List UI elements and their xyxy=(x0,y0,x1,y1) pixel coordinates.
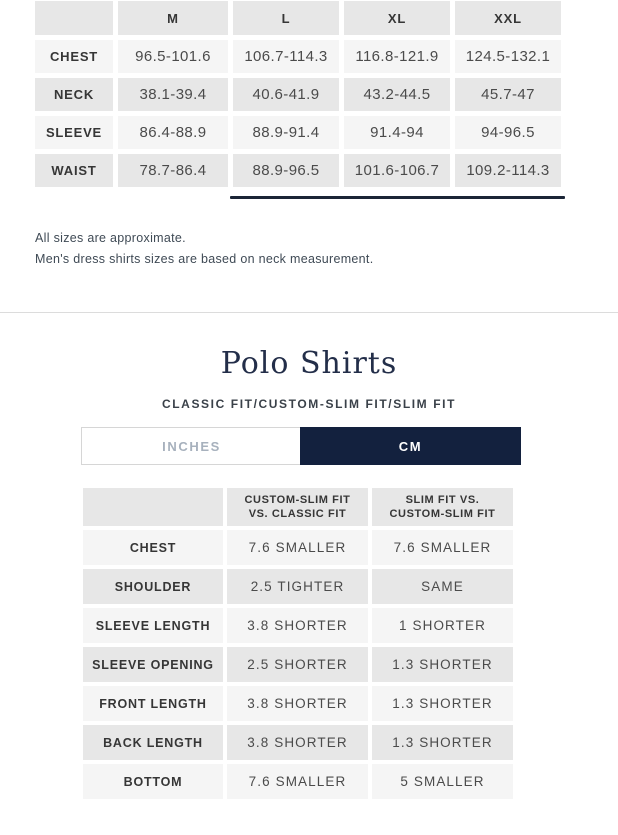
cell-bottom-custom-slim: 7.6 SMALLER xyxy=(227,764,368,799)
cell-sleeve-m: 86.4-88.9 xyxy=(118,116,228,149)
cell-neck-m: 38.1-39.4 xyxy=(118,78,228,111)
cell-front-length-custom-slim: 3.8 SHORTER xyxy=(227,686,368,721)
table-row xyxy=(83,608,513,643)
fit-table-corner-cell xyxy=(83,488,223,526)
cell-waist-m: 78.7-86.4 xyxy=(118,154,228,187)
table-row xyxy=(35,40,561,73)
table-row xyxy=(83,647,513,682)
row-label-sleeve-length: SLEEVE LENGTH xyxy=(83,608,223,643)
cell-neck-xxl: 45.7-47 xyxy=(455,78,561,111)
cell-shoulder-slim: SAME xyxy=(372,569,513,604)
unit-toggle xyxy=(81,427,521,465)
cell-waist-xl: 101.6-106.7 xyxy=(344,154,450,187)
tab-inches[interactable]: INCHES xyxy=(82,428,301,464)
row-label-bottom: BOTTOM xyxy=(83,764,223,799)
size-column-l: L xyxy=(233,1,339,35)
cell-chest-slim: 7.6 SMALLER xyxy=(372,530,513,565)
table-row xyxy=(35,78,561,111)
polo-shirts-section xyxy=(0,344,618,803)
tab-cm[interactable]: CM xyxy=(300,427,521,465)
fit-table-header-row xyxy=(83,488,513,526)
table-scrollbar-thumb[interactable] xyxy=(230,196,565,199)
size-table-header-row xyxy=(35,1,561,35)
cell-sleeve-length-custom-slim: 3.8 SHORTER xyxy=(227,608,368,643)
table-row xyxy=(35,116,561,149)
cell-chest-xl: 116.8-121.9 xyxy=(344,40,450,73)
fit-column-custom-slim-vs-classic: CUSTOM-SLIM FIT VS. CLASSIC FIT xyxy=(227,488,368,526)
row-label-sleeve: SLEEVE xyxy=(35,116,113,149)
cell-bottom-slim: 5 SMALLER xyxy=(372,764,513,799)
table-row xyxy=(83,569,513,604)
cell-chest-m: 96.5-101.6 xyxy=(118,40,228,73)
table-row xyxy=(83,725,513,760)
cell-back-length-slim: 1.3 SHORTER xyxy=(372,725,513,760)
cell-sleeve-opening-slim: 1.3 SHORTER xyxy=(372,647,513,682)
row-label-shoulder: SHOULDER xyxy=(83,569,223,604)
size-table-corner-cell xyxy=(35,1,113,35)
section-subtitle: CLASSIC FIT/CUSTOM-SLIM FIT/SLIM FIT xyxy=(161,397,457,411)
row-label-chest: CHEST xyxy=(83,530,223,565)
section-divider xyxy=(0,312,618,313)
cell-chest-custom-slim: 7.6 SMALLER xyxy=(227,530,368,565)
fit-column-slim-vs-custom-slim: SLIM FIT VS. CUSTOM-SLIM FIT xyxy=(372,488,513,526)
size-column-xl: XL xyxy=(344,1,450,35)
cell-neck-l: 40.6-41.9 xyxy=(233,78,339,111)
cell-sleeve-length-slim: 1 SHORTER xyxy=(372,608,513,643)
footnote-sizes-approximate: All sizes are approximate. xyxy=(35,231,186,245)
cell-waist-l: 88.9-96.5 xyxy=(233,154,339,187)
row-label-sleeve-opening: SLEEVE OPENING xyxy=(83,647,223,682)
cell-sleeve-xl: 91.4-94 xyxy=(344,116,450,149)
row-label-front-length: FRONT LENGTH xyxy=(83,686,223,721)
cell-back-length-custom-slim: 3.8 SHORTER xyxy=(227,725,368,760)
table-row xyxy=(83,764,513,799)
footnote-dress-shirts: Men's dress shirts sizes are based on neck measurement. xyxy=(35,252,374,266)
table-row xyxy=(35,154,561,187)
cell-waist-xxl: 109.2-114.3 xyxy=(455,154,561,187)
cell-chest-xxl: 124.5-132.1 xyxy=(455,40,561,73)
footnotes xyxy=(35,228,618,270)
row-label-neck: NECK xyxy=(35,78,113,111)
size-column-xxl: XXL xyxy=(455,1,561,35)
cell-neck-xl: 43.2-44.5 xyxy=(344,78,450,111)
size-column-m: M xyxy=(118,1,228,35)
cell-shoulder-custom-slim: 2.5 TIGHTER xyxy=(227,569,368,604)
row-label-back-length: BACK LENGTH xyxy=(83,725,223,760)
fit-comparison-table xyxy=(79,484,618,803)
cell-sleeve-opening-custom-slim: 2.5 SHORTER xyxy=(227,647,368,682)
cell-sleeve-xxl: 94-96.5 xyxy=(455,116,561,149)
cell-front-length-slim: 1.3 SHORTER xyxy=(372,686,513,721)
table-row xyxy=(83,530,513,565)
cell-sleeve-l: 88.9-91.4 xyxy=(233,116,339,149)
page-title: Polo Shirts xyxy=(220,346,398,381)
table-row xyxy=(83,686,513,721)
row-label-chest: CHEST xyxy=(35,40,113,73)
row-label-waist: WAIST xyxy=(35,154,113,187)
size-measurements-table xyxy=(30,0,575,192)
cell-chest-l: 106.7-114.3 xyxy=(233,40,339,73)
